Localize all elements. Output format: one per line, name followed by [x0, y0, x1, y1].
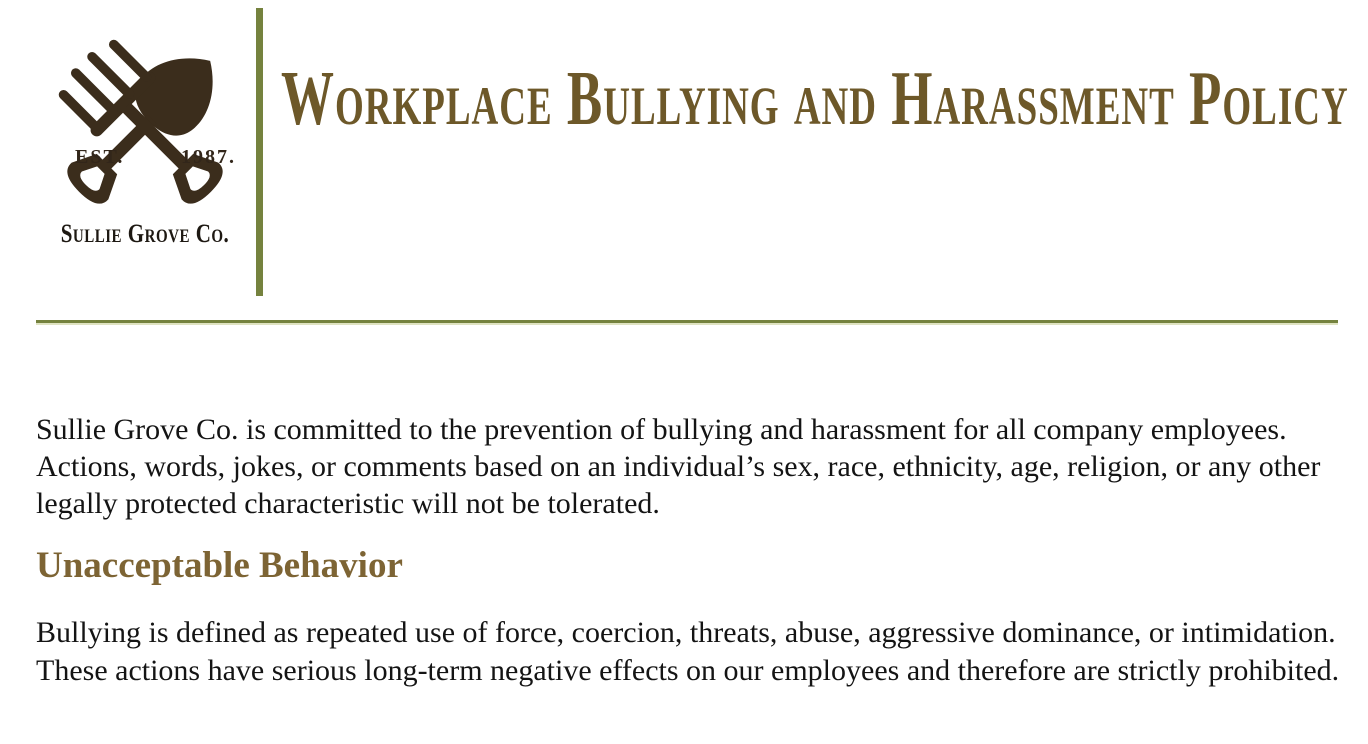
document-title: Workplace Bullying and Harassment Policy [281, 57, 1349, 142]
company-logo [45, 30, 245, 250]
document-header [0, 0, 1368, 300]
crossed-pitchfork-and-shovel-icon [45, 30, 245, 222]
header-vertical-divider [256, 8, 263, 296]
logo-year-label: 1987. [181, 146, 236, 168]
section-heading-unacceptable-behavior: Unacceptable Behavior [36, 545, 403, 586]
header-horizontal-rule [36, 320, 1338, 325]
intro-paragraph: Sullie Grove Co. is committed to the prevention of bullying and harassment for all company employees. Actions, words, jokes, or comments based on an individual’s sex, race, ethnicity, age, religion, or any other legally protected characteristic will not be tolerated. [36, 413, 1321, 520]
document-body [36, 411, 1366, 690]
company-name: Sullie Grove Co. [60, 218, 230, 248]
section-paragraph-unacceptable-behavior: Bullying is defined as repeated use of force, coercion, threats, abuse, aggressive dominance, or intimidation. These actions have serious long-term negative effects on our employees and therefore are strictly prohibited. [36, 616, 1340, 687]
logo-est-label: EST. [75, 146, 125, 168]
